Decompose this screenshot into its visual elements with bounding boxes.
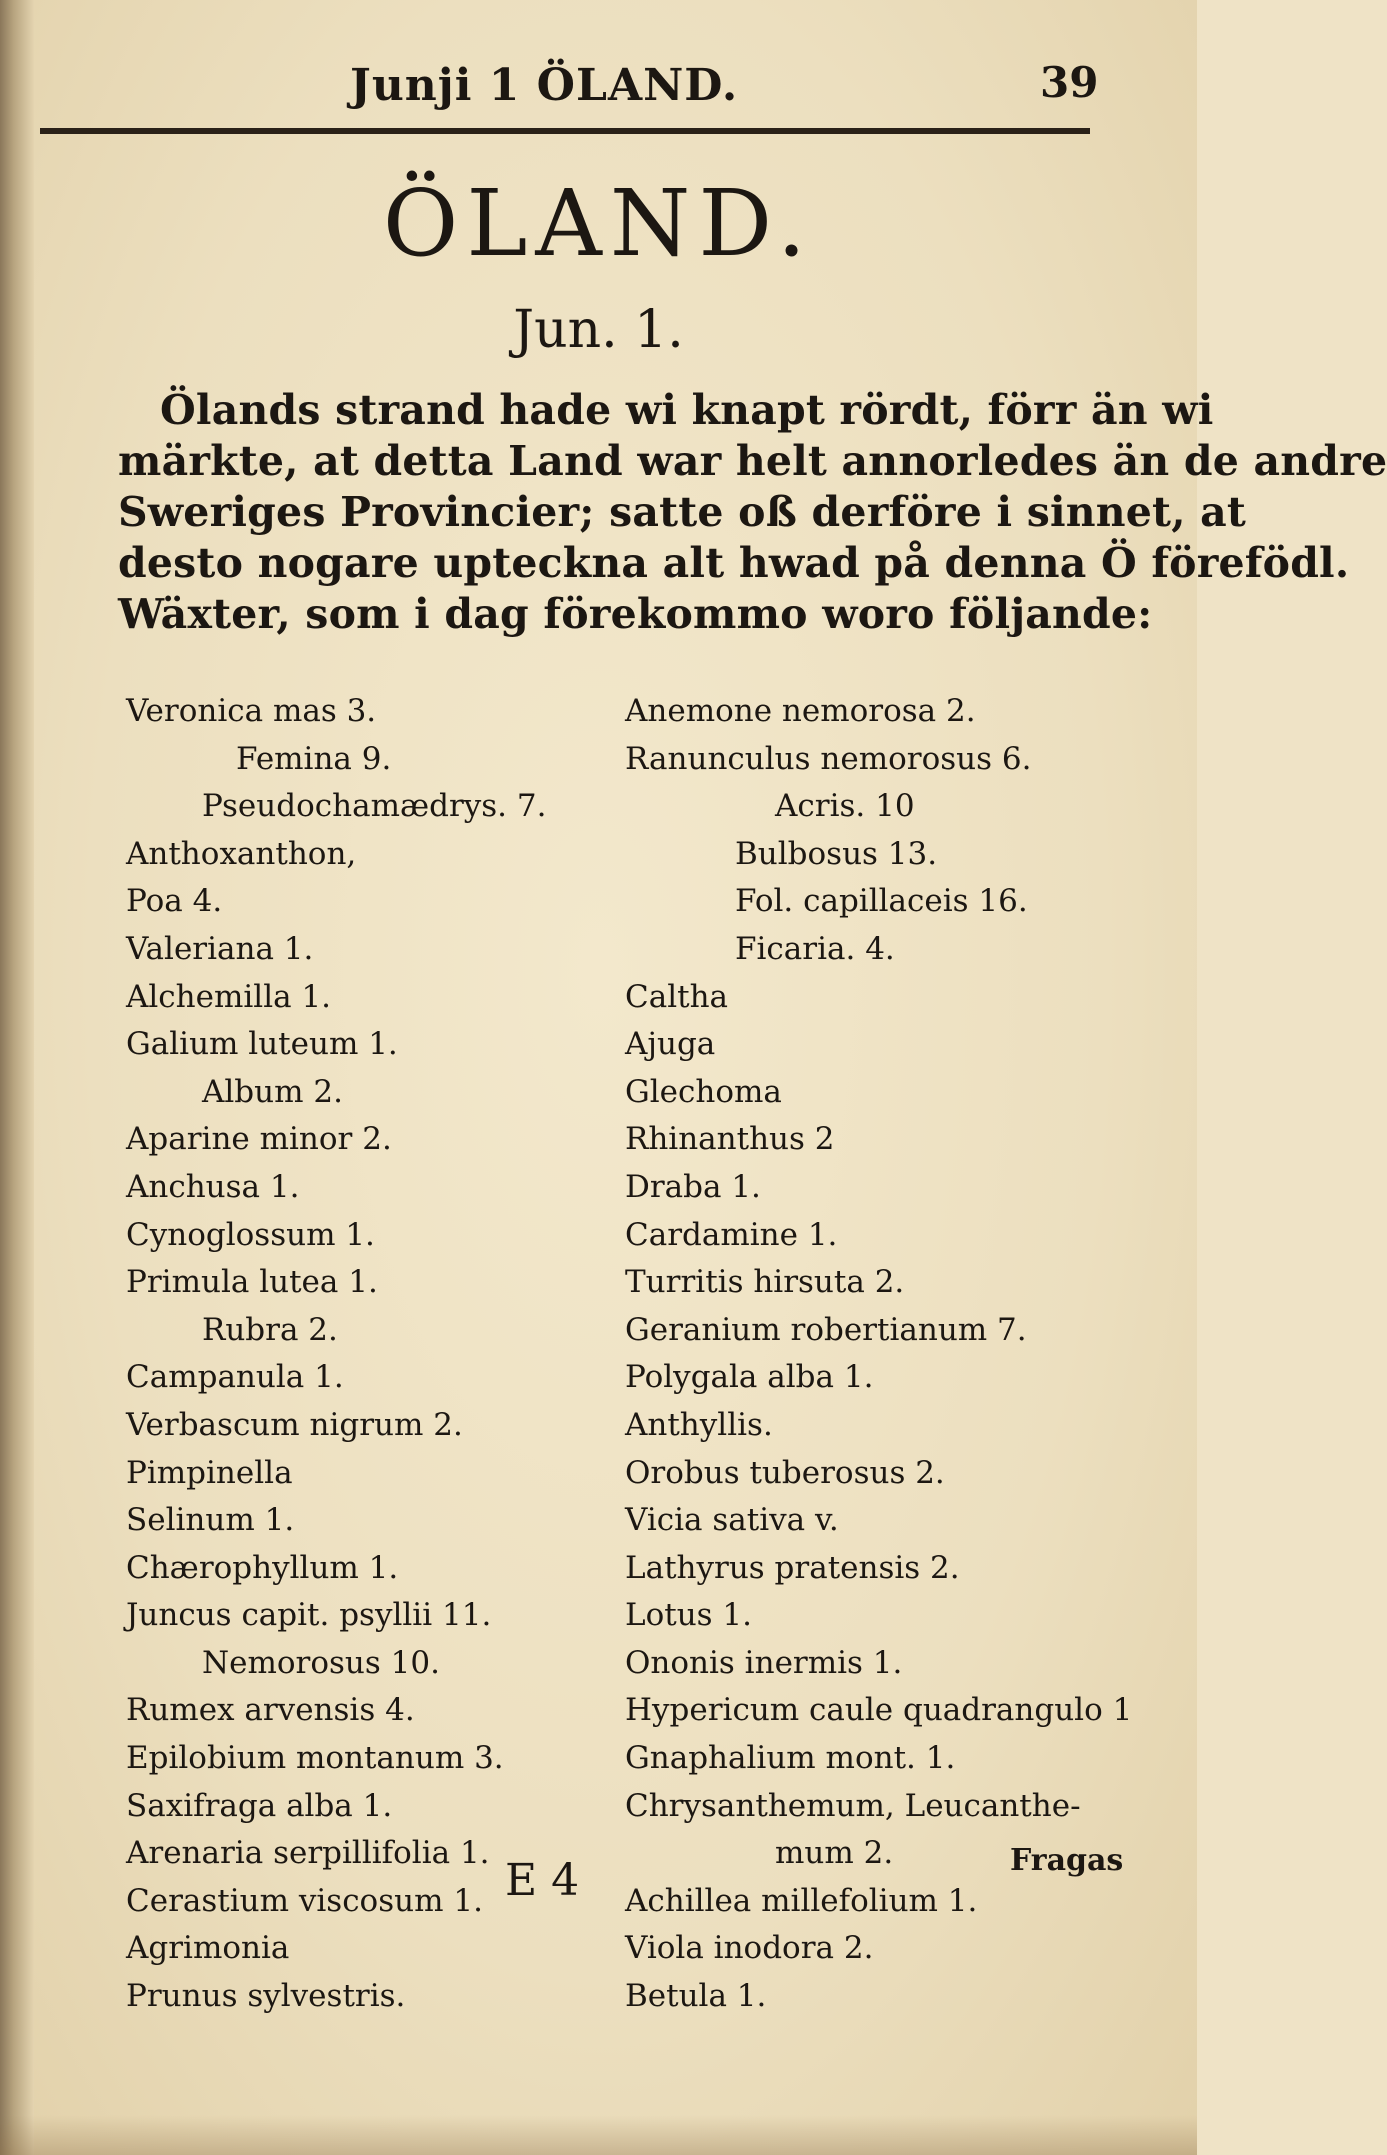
plant-entry: Ranunculus nemorosus 6. — [625, 740, 1032, 777]
plant-entry: Prunus sylvestris. — [126, 1978, 406, 2015]
plant-entry: Campanula 1. — [126, 1359, 344, 1396]
plant-entry: Hypericum caule quadrangulo 1 — [625, 1692, 1133, 1729]
plant-entry: Geranium robertianum 7. — [625, 1311, 1027, 1348]
plant-list-left — [126, 688, 606, 2021]
plant-list-right — [625, 688, 1170, 2021]
plant-entry: Fol. capillaceis 16. — [735, 883, 1028, 920]
plant-entry: Album 2. — [202, 1073, 343, 1110]
plant-entry: Juncus capit. psyllii 11. — [126, 1597, 492, 1634]
plant-entry: Lotus 1. — [625, 1597, 753, 1634]
plant-entry: Aparine minor 2. — [126, 1121, 392, 1158]
plant-entry: Femina 9. — [236, 740, 392, 777]
plant-entry: Achillea millefolium 1. — [625, 1882, 978, 1919]
plant-entry: Polygala alba 1. — [625, 1359, 874, 1396]
plant-entry: Anthyllis. — [625, 1406, 773, 1443]
plant-entry: Anchusa 1. — [126, 1168, 300, 1205]
plant-entry: Veronica mas 3. — [126, 693, 377, 729]
plant-entry: Nemorosus 10. — [202, 1644, 440, 1681]
plant-entry: Ononis inermis 1. — [625, 1644, 903, 1681]
plant-entry: Agrimonia — [126, 1930, 290, 1967]
plant-entry: Chrysanthemum, Leucanthe- — [625, 1787, 1081, 1824]
plant-entry: Cerastium viscosum 1. — [126, 1882, 483, 1919]
plant-entry: Caltha — [625, 978, 729, 1015]
plant-entry: Galium luteum 1. — [126, 1026, 398, 1063]
plant-entry: Vicia sativa v. — [625, 1502, 839, 1539]
plant-entry: Arenaria serpillifolia 1. — [126, 1835, 490, 1872]
plant-entry: Chærophyllum 1. — [126, 1549, 399, 1586]
plant-entry: Viola inodora 2. — [625, 1930, 874, 1967]
page-number: 39 — [1040, 58, 1099, 107]
running-title: Junji 1 ÖLAND. — [350, 60, 739, 111]
plant-entry: Orobus tuberosus 2. — [625, 1454, 945, 1491]
plant-entry: Lathyrus pratensis 2. — [625, 1549, 960, 1586]
plant-entry: Alchemilla 1. — [126, 978, 332, 1015]
plant-entry: Cynoglossum 1. — [126, 1216, 375, 1253]
date-heading: Jun. 1. — [513, 300, 684, 360]
paragraph-line: desto nogare upteckna alt hwad på denna Ö förefödl. — [118, 539, 1350, 587]
plant-entry: Poa 4. — [126, 883, 223, 920]
paragraph-line: Wäxter, som i dag förekommo woro följande: — [118, 590, 1153, 638]
plant-entry: Draba 1. — [625, 1168, 761, 1205]
plant-entry: Turritis hirsuta 2. — [625, 1264, 905, 1301]
plant-entry: Anthoxanthon, — [126, 835, 357, 872]
plant-entry: Pseudochamædrys. 7. — [202, 788, 547, 825]
plant-entry: mum 2. — [775, 1835, 894, 1872]
plant-entry: Pimpinella — [126, 1454, 293, 1491]
plant-entry: Rumex arvensis 4. — [126, 1692, 415, 1729]
plant-entry: Verbascum nigrum 2. — [126, 1406, 463, 1443]
plant-entry: Acris. 10 — [775, 788, 915, 825]
plant-entry: Epilobium montanum 3. — [126, 1740, 504, 1777]
plant-entry: Rubra 2. — [202, 1311, 338, 1348]
plant-entry: Rhinanthus 2 — [625, 1121, 835, 1158]
signature-mark: E 4 — [505, 1855, 580, 1906]
plant-entry: Betula 1. — [625, 1978, 767, 2015]
catchword: Fragas — [1010, 1843, 1124, 1878]
plant-entry: Ficaria. 4. — [735, 930, 895, 967]
paragraph-line: Sweriges Provincier; satte oß derföre i sinnet, at — [118, 488, 1247, 536]
intro-paragraph — [118, 385, 1387, 640]
plant-entry: Valeriana 1. — [126, 930, 314, 967]
header-rule — [40, 128, 1090, 134]
plant-entry: Primula lutea 1. — [126, 1264, 378, 1301]
plant-entry: Saxifraga alba 1. — [126, 1787, 393, 1824]
plant-entry: Anemone nemorosa 2. — [625, 693, 976, 729]
plant-entry: Ajuga — [625, 1026, 716, 1063]
plant-entry: Gnaphalium mont. 1. — [625, 1740, 956, 1777]
plant-entry: Bulbosus 13. — [735, 835, 938, 872]
page-title: ÖLAND. — [382, 170, 815, 277]
paragraph-line: Ölands strand hade wi knapt rördt, förr än wi — [160, 386, 1214, 434]
plant-entry: Glechoma — [625, 1073, 782, 1110]
page-bottom-edge — [0, 2115, 1197, 2155]
plant-entry: Selinum 1. — [126, 1502, 295, 1539]
plant-entry: Cardamine 1. — [625, 1216, 838, 1253]
paragraph-line: märkte, at detta Land war helt annorledes än de andre — [118, 437, 1387, 485]
